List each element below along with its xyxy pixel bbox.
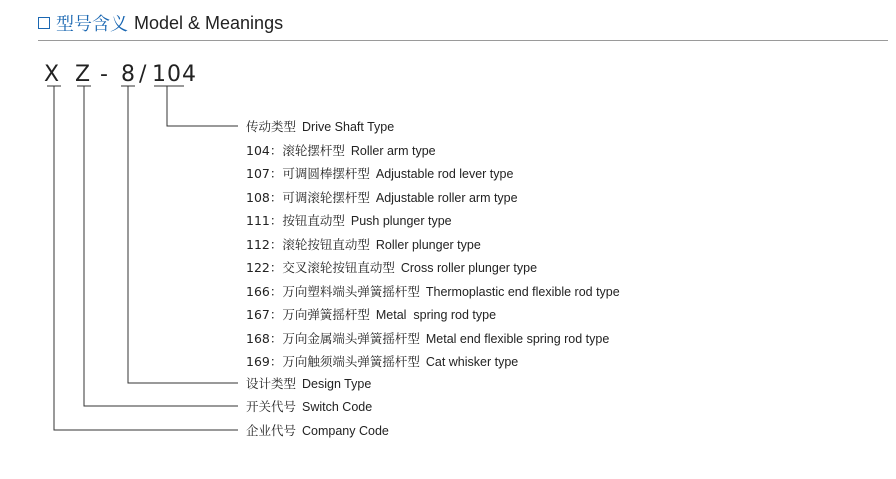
- connector-switch-code: [84, 86, 238, 406]
- header-title-en: Model & Meanings: [134, 12, 284, 33]
- drive-type-111: 111：按钮直动型 Push plunger type: [246, 213, 452, 228]
- connector-drive-type: [167, 86, 238, 126]
- company-code-label: 企业代号 Company Code: [246, 423, 389, 438]
- drive-type-112: 112：滚轮按钮直动型 Roller plunger type: [246, 237, 481, 252]
- switch-code-label: 开关代号 Switch Code: [246, 399, 373, 414]
- header-title-cn: 型号含义: [56, 14, 128, 35]
- drive-type-168: 168：万向金属端头弹簧摇杆型 Metal end flexible spring rod type: [246, 331, 610, 346]
- connector-company-code: [54, 86, 238, 430]
- drive-type-166: 166：万向塑料端头弹簧摇杆型 Thermoplastic end flexible rod type: [246, 284, 620, 299]
- drive-type-167: 167：万向弹簧摇杆型 Metal spring rod type: [246, 307, 497, 322]
- drive-type-107: 107：可调圆棒摆杆型 Adjustable rod lever type: [246, 166, 514, 181]
- drive-type-169: 169：万向触须端头弹簧摇杆型 Cat whisker type: [246, 354, 519, 369]
- code-slash: /: [139, 62, 148, 87]
- code-dash: -: [100, 62, 109, 87]
- code-letter-x: X: [44, 62, 61, 87]
- connector-design-type: [128, 86, 238, 383]
- drive-type-108: 108：可调滚轮摆杆型 Adjustable roller arm type: [246, 190, 518, 205]
- code-drive-number: 104: [152, 62, 197, 87]
- design-type-label: 设计类型 Design Type: [246, 376, 372, 391]
- drive-type-104: 104：滚轮摆杆型 Roller arm type: [246, 143, 436, 158]
- code-design-number: 8: [121, 62, 136, 87]
- drive-type-heading: 传动类型 Drive Shaft Type: [246, 119, 395, 134]
- code-letter-z: Z: [75, 62, 92, 87]
- drive-type-122: 122：交叉滚轮按钮直动型 Cross roller plunger type: [246, 260, 538, 275]
